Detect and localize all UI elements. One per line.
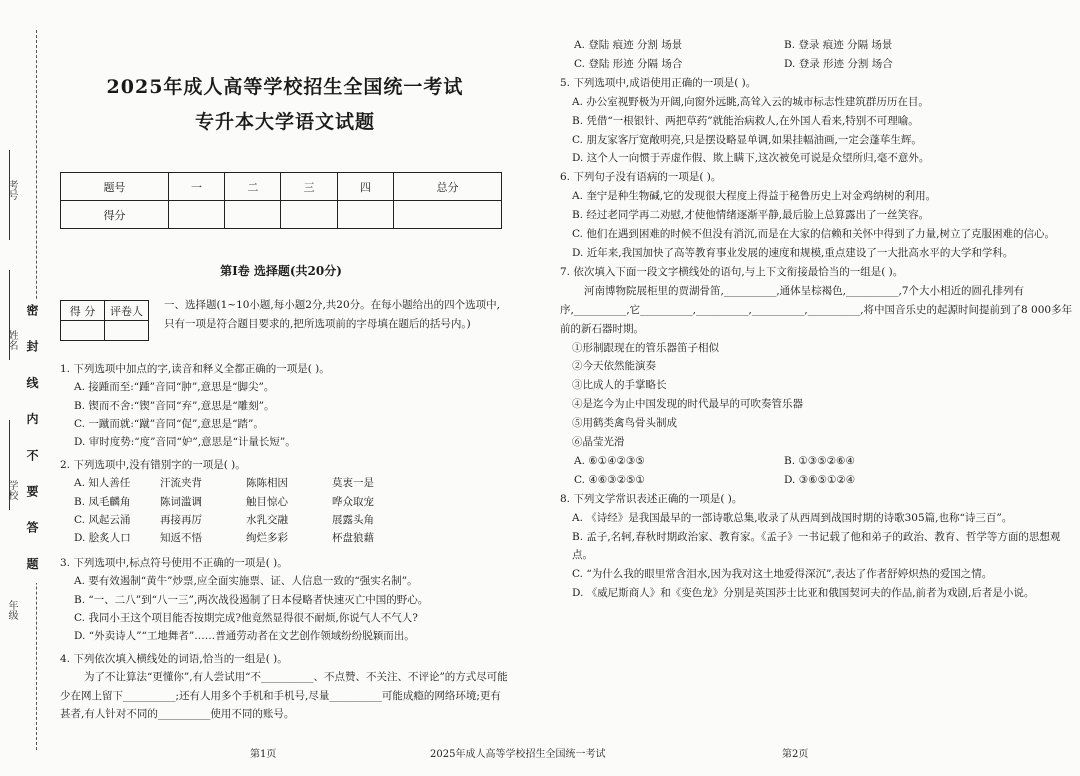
option: A. 登陆 痕迹 分割 场景 [574, 39, 683, 51]
page-number-right: 第2页 [782, 749, 809, 760]
statement-item: ④是迄今为止中国发现的时代最早的可吹奏管乐器 [572, 398, 803, 411]
option-row [560, 471, 1075, 490]
option: C. 朋友家客厅宽敞明亮,只是摆设略显单调,如果挂幅油画,一定会蓬荜生辉。 [572, 133, 922, 146]
option: D. “外卖诗人”“工地舞者”……普通劳动者在文艺创作领域纷纷脱颖而出。 [74, 630, 415, 643]
option: B. 凭借“一根银针、两把草药”就能治病救人,在外国人看来,特别不可理喻。 [572, 114, 919, 127]
option-row [560, 452, 1075, 471]
grader-score-label: 得 分 [61, 301, 105, 321]
option-cell: 陈词滥调 [160, 495, 202, 508]
option: B. 登录 痕迹 分隔 场景 [784, 39, 893, 51]
question-stem: 7. 依次填入下面一段文字横线处的语句,与上下文衔接最恰当的一组是( )。 [560, 265, 904, 278]
option: B. “一、二八”到“八一三”,两次战役遏制了日本侵略者快速灭亡中国的野心。 [74, 593, 429, 606]
option-cell: 杯盘狼藉 [332, 532, 374, 545]
question-stem: 6. 下列句子没有语病的一项是( )。 [560, 171, 722, 184]
score-header-cell: 题号 [61, 173, 169, 201]
question-stem: 3. 下列选项中,标点符号使用不正确的一项是( )。 [60, 557, 288, 569]
option: A. 《诗经》是我国最早的一部诗歌总集,收录了从西周到战国时期的诗歌305篇,也称“诗三百”。 [572, 511, 1013, 524]
statement-item: ⑥晶莹光滑 [572, 436, 625, 449]
field-line [9, 150, 10, 240]
question-stem: 1. 下列选项中加点的字,读音和释义全都正确的一项是( )。 [60, 363, 330, 375]
field-line [9, 270, 10, 360]
exam-title: 2025年成人高等学校招生全国统一考试 [106, 76, 464, 98]
option: D. 审时度势:“度”音同“妒”,意思是“计量长短”。 [74, 436, 296, 449]
option-row [560, 36, 1075, 55]
option-cell: 哗众取宠 [332, 495, 374, 508]
option-row [560, 55, 1075, 74]
page-number-left: 第1页 [250, 749, 277, 760]
option-cell: 展露头角 [332, 513, 374, 526]
question-2 [60, 456, 510, 547]
option: B. 孟子,名轲,春秋时期政治家、教育家。《孟子》一书记载了他和弟子的政治、教育、哲学等方面的思想观点。 [572, 530, 1061, 562]
option: D. 这个人一向惯于弄虚作假、欺上瞒下,这次被免可说是众望所归,毫不意外。 [572, 152, 930, 165]
grader-table [60, 300, 149, 341]
option: A. 要有效遏制“黄牛”炒票,应全面实施票、证、人信息一致的“强实名制”。 [74, 575, 418, 588]
field-line [9, 420, 10, 510]
question-5 [560, 74, 1075, 169]
section-title: 第Ⅰ卷 选择题(共20分) [220, 264, 342, 278]
option-row [60, 474, 510, 492]
option-cell: C. 风起云涌 [74, 513, 131, 526]
option-cell: 莫衷一是 [332, 477, 374, 490]
score-header-cell: 一 [168, 173, 224, 201]
option-cell: 再接再厉 [160, 513, 202, 526]
score-row-label: 得分 [61, 201, 169, 229]
question-stem: 5. 下列选项中,成语使用正确的一项是( )。 [560, 76, 757, 89]
option: C. “为什么我的眼里常含泪水,因为我对这土地爱得深沉”,表达了作者舒婷炽热的爱国之情。 [572, 568, 993, 581]
question-passage: 为了不让算法“更懂你”,有人尝试用“不__________、不点赞、不关注、不评论”的方式尽可能少在网上留下__________;还有人用多个手机和手机号,尽量__________可能成瘾的网络环境;更有甚者,有人针对不同的__________使用不同的账号。 [60, 671, 508, 720]
score-header-cell: 总分 [394, 173, 502, 201]
option: C. 登陆 形迹 分隔 场合 [574, 57, 683, 70]
score-cell [168, 201, 224, 229]
grader-cell [105, 321, 149, 341]
option: A. 接踵而至:“踵”音同“肿”,意思是“脚尖”。 [74, 381, 275, 394]
field-name: 姓名 [6, 330, 17, 350]
grader-name-label: 评卷人 [105, 301, 149, 321]
right-page [560, 36, 1075, 603]
option: D. ③⑥⑤①②④ [784, 473, 856, 486]
question-stem: 4. 下列依次填入横线处的词语,恰当的一组是( )。 [60, 653, 288, 665]
score-cell [225, 201, 281, 229]
option: C. 他们在遇到困难的时候不但没有消沉,而是在大家的信赖和关怀中得到了力量,树立了克服困难的信心。 [572, 228, 1056, 241]
field-school: 学校 [6, 480, 17, 500]
question-4 [60, 650, 510, 723]
score-header-cell: 二 [225, 173, 281, 201]
exam-subtitle: 专升本大学语文试题 [194, 111, 375, 133]
option: C. 我同小王这个项目能否按期完成?他竟然显得很不耐烦,你说气人不气人? [74, 611, 418, 624]
option-cell: 汗流夹背 [160, 477, 202, 490]
grader-cell [61, 321, 105, 341]
question-7 [560, 263, 1075, 490]
option: D. 近年来,我国加快了高等教育事业发展的速度和规模,重点建设了一大批高水平的大学和学科。 [572, 246, 1014, 259]
statement-item: ②今天依然能演奏 [572, 360, 656, 373]
option-row [60, 511, 510, 529]
option-cell: B. 凤毛麟角 [74, 495, 131, 508]
option-cell: D. 脍炙人口 [74, 532, 131, 545]
score-cell [337, 201, 393, 229]
score-cell [281, 201, 337, 229]
option: A. 办公室视野极为开阔,向窗外远眺,高耸入云的城市标志性建筑群历历在目。 [572, 95, 929, 108]
question-8 [560, 490, 1075, 603]
statement-item: ⑤用鹤类禽鸟骨头制成 [572, 417, 677, 430]
option-row [60, 529, 510, 547]
question-passage: 河南博物院展柜里的贾湖骨笛,__________,通体呈棕褐色,__________,7个大小相近的圆孔排列有序,__________,它__________,__________,__________,__________,将中国音乐史的起源时间提前到了8 000多年前的新石器时期。 [560, 284, 1073, 335]
option-cell: 陈陈相因 [246, 477, 288, 490]
option: C. 一蹴而就:“蹴”音同“促”,意思是“踏”。 [74, 417, 264, 430]
score-header-cell: 三 [281, 173, 337, 201]
binding-margin [0, 0, 46, 776]
field-grade: 年级 [6, 600, 17, 620]
question-6 [560, 168, 1075, 263]
score-header-cell: 四 [337, 173, 393, 201]
option: B. ①③⑤②⑥④ [784, 454, 855, 467]
section-instructions: 一、选择题(1~10小题,每小题2分,共20分。在每小题给出的四个选项中,只有一项是符合题目要求的,把所选项前的字母填在题后的括号内。) [164, 299, 500, 330]
option: A. 奎宁是种生物碱,它的发现很大程度上得益于秘鲁历史上对金鸡纳树的利用。 [572, 190, 937, 203]
option: D. 登录 形迹 分割 场合 [784, 57, 893, 70]
seal-line-notice: 密 封 线 内 不 要 答 题 [24, 300, 41, 583]
question-1 [60, 360, 510, 451]
option-cell: 知返不悟 [160, 532, 202, 545]
left-page [60, 72, 510, 720]
option: A. ⑥①④②③⑤ [574, 454, 645, 467]
statement-item: ①形制跟现在的管乐器笛子相似 [572, 341, 719, 354]
option-row [60, 493, 510, 511]
question-stem: 2. 下列选项中,没有错别字的一项是( )。 [60, 459, 246, 471]
footer-title: 2025年成人高等学校招生全国统一考试 [430, 749, 606, 760]
question-3 [60, 554, 510, 645]
score-table [60, 172, 502, 229]
option: B. 经过老同学再二劝慰,才使他情绪逐渐平静,最后脸上总算露出了一丝笑容。 [572, 209, 930, 222]
field-exam-number: 考号 [6, 180, 17, 200]
option-cell: A. 知人善任 [74, 477, 131, 490]
question-stem: 8. 下列文学常识表述正确的一项是( )。 [560, 492, 743, 505]
option-cell: 绚烂多彩 [246, 532, 288, 545]
option: B. 锲而不舍:“锲”音同“弃”,意思是“雕刻”。 [74, 399, 275, 412]
option: C. ④⑥③②⑤① [574, 473, 645, 486]
option: D. 《威尼斯商人》和《变色龙》分别是英国莎士比亚和俄国契诃夫的作品,前者为戏剧,后者是小说。 [572, 587, 1035, 600]
option-cell: 水乳交融 [246, 513, 288, 526]
option-cell: 触目惊心 [246, 495, 288, 508]
statement-item: ③比成人的手掌略长 [572, 379, 667, 392]
score-cell [394, 201, 502, 229]
